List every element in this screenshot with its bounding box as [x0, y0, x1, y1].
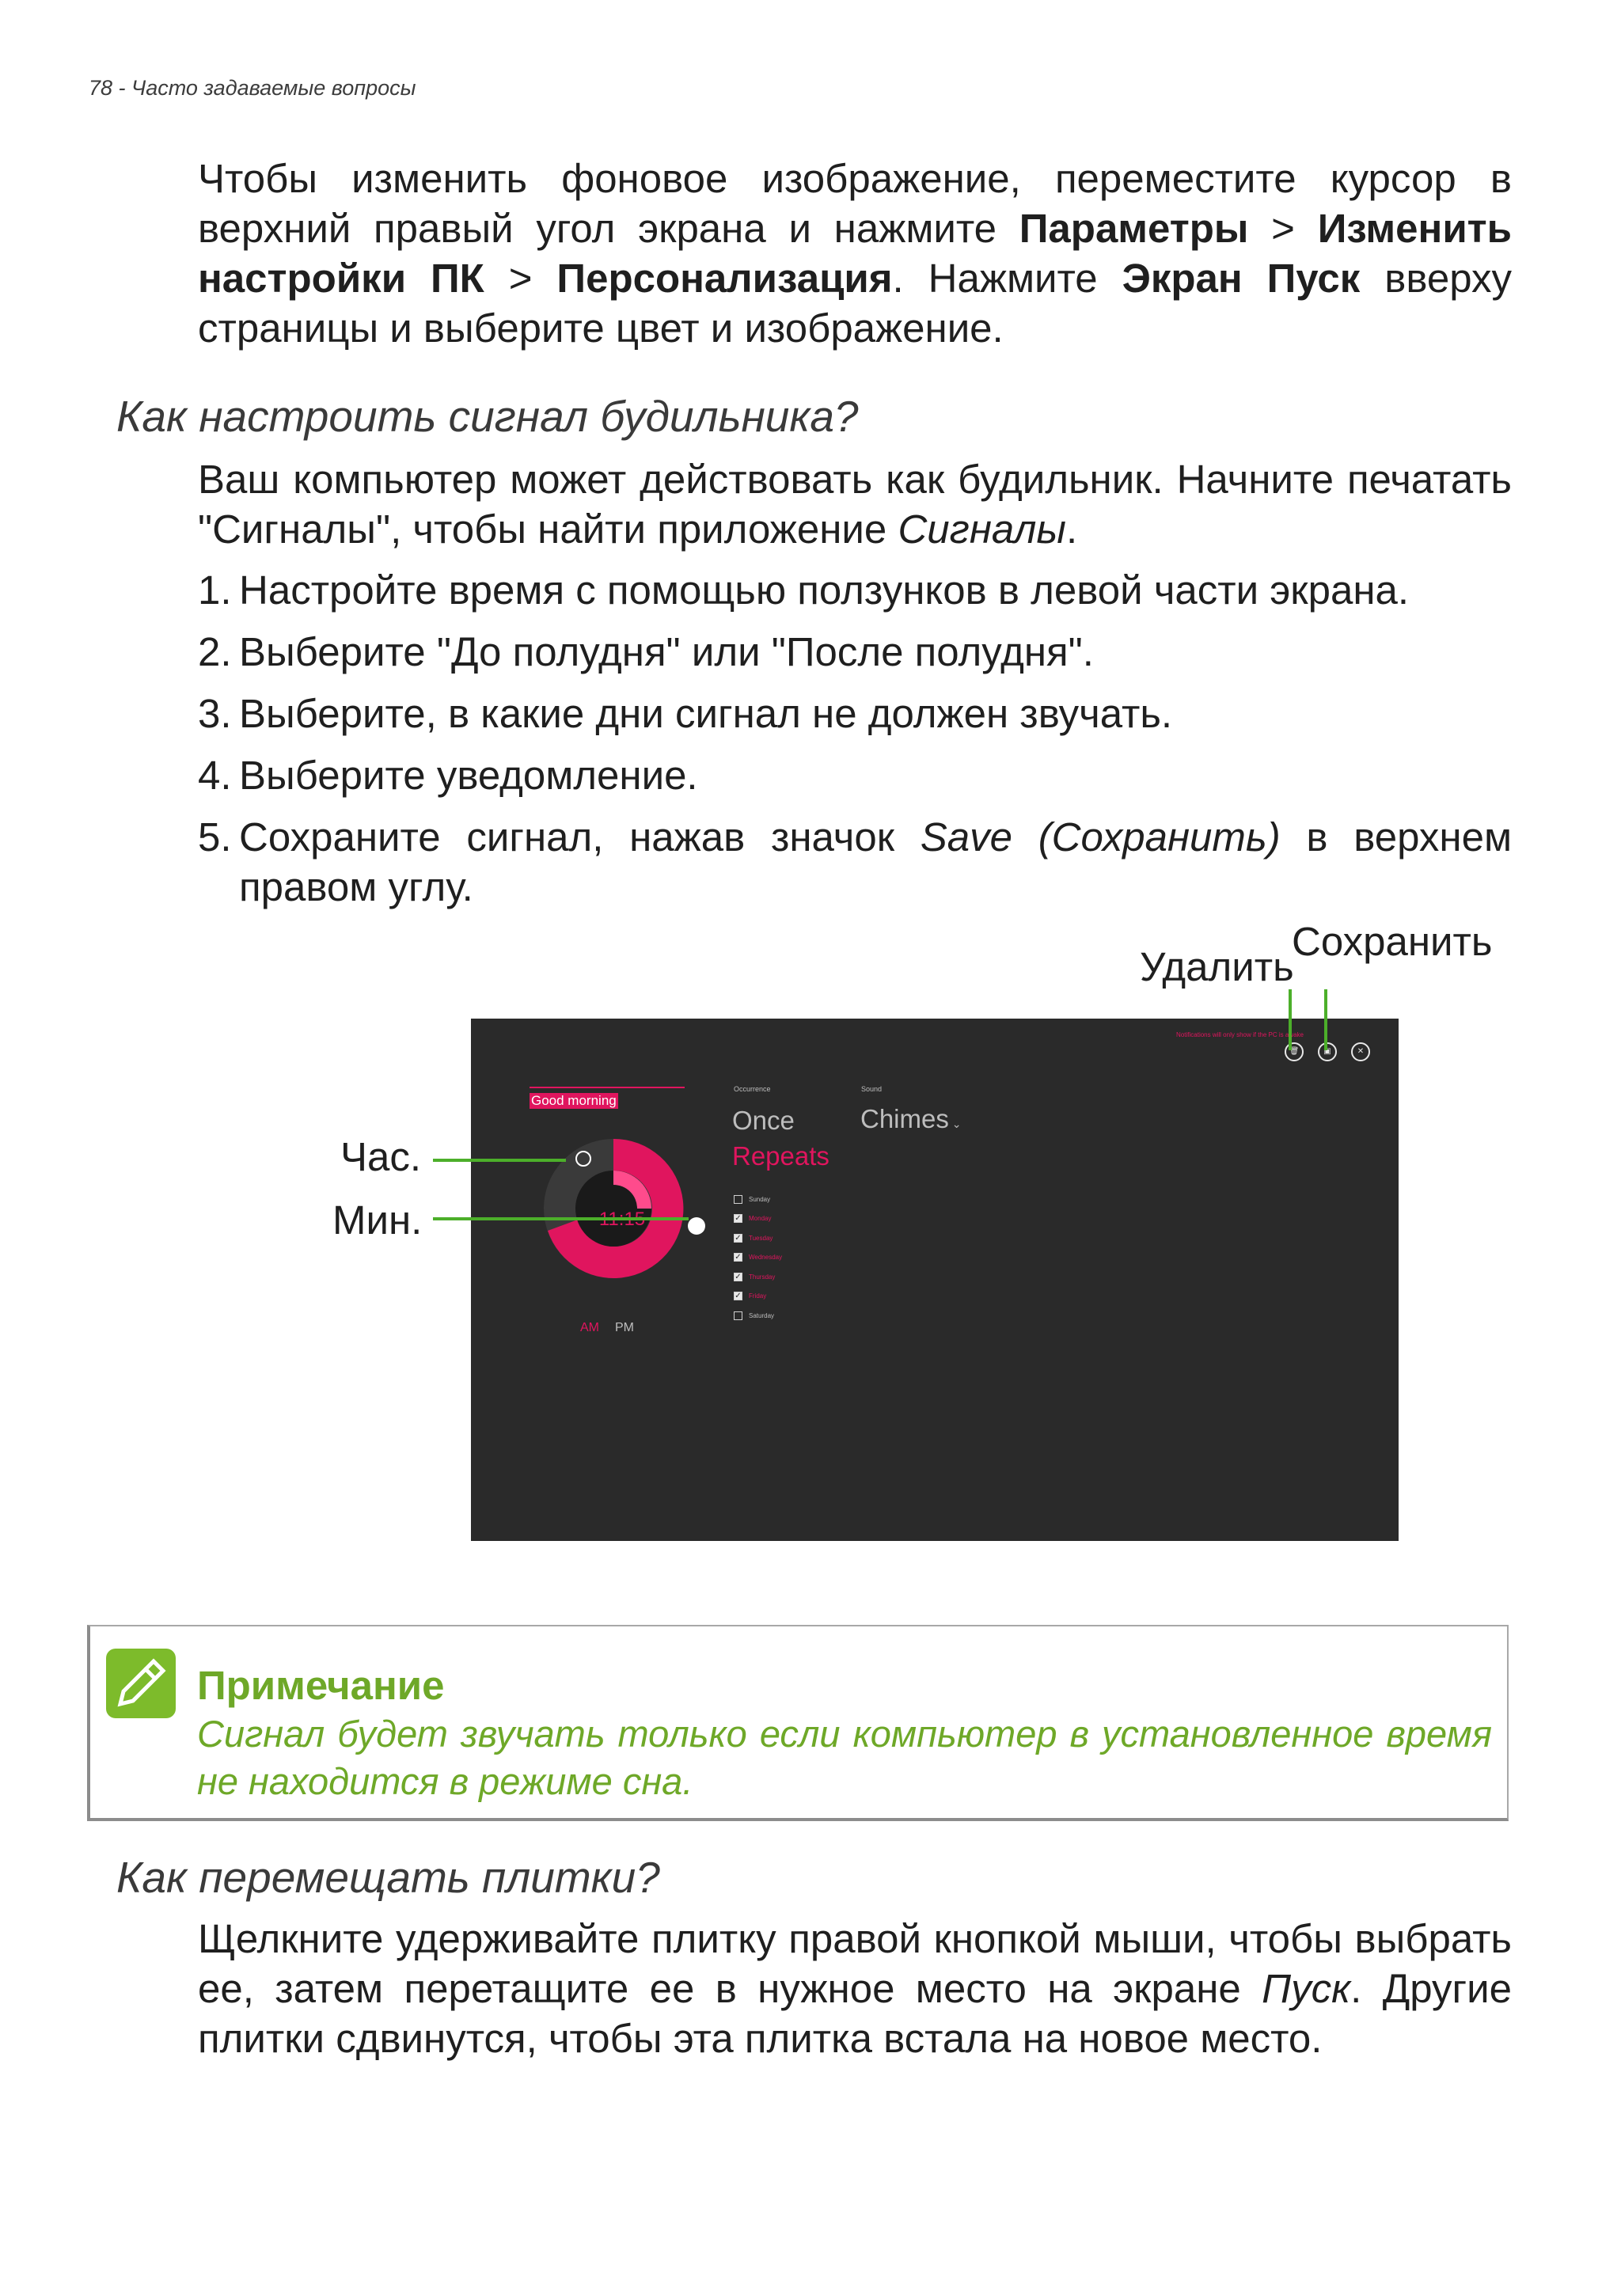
step-item: 4. Выберите уведомление.	[198, 753, 698, 798]
day-label: Monday	[749, 1215, 772, 1223]
day-label: Thursday	[749, 1273, 776, 1281]
occurrence-label: Occurrence	[734, 1085, 771, 1093]
callout-hour-label: Час.	[340, 1134, 422, 1179]
day-label: Tuesday	[749, 1234, 773, 1242]
running-header: 78 - Часто задаваемые вопросы	[89, 76, 416, 100]
chevron-down-icon: ⌄	[948, 1118, 962, 1130]
awake-notice: Notifications will only show if the PC is awake	[1176, 1031, 1304, 1038]
day-label: Sunday	[749, 1195, 771, 1203]
callout-save-label: Сохранить	[1292, 919, 1493, 964]
note-title: Примечание	[197, 1663, 445, 1708]
intro-paragraph: Чтобы изменить фоновое изображение, переместите курсор в верхний правый угол экрана и нажмите Параметры > Изменить настройки ПК > Персонализация. Нажмите Экран Пуск вверху страницы и выберите цвет и изображение.	[198, 156, 1513, 351]
alarm-heading: Как настроить сигнал будильника?	[116, 392, 859, 441]
tiles-paragraph: Щелкните удерживайте плитку правой кнопкой мыши, чтобы выбрать ее, затем перетащите ее в нужное место на экране Пуск. Другие плитки сдвинутся, чтобы эта плитка встала на новое место.	[198, 1916, 1512, 2061]
checkbox-checked-icon[interactable]: ✓	[735, 1292, 742, 1301]
pm-option[interactable]: PM	[615, 1321, 634, 1334]
callout-minute-label: Мин.	[332, 1197, 423, 1243]
step-item: 2. Выберите "До полудня" или "После полудня".	[198, 629, 1094, 674]
sound-label: Sound	[861, 1085, 883, 1093]
alarm-name-field[interactable]: Good morning	[531, 1093, 617, 1108]
checkbox-checked-icon[interactable]: ✓	[735, 1214, 742, 1224]
close-icon[interactable]: ✕	[1351, 1042, 1370, 1061]
checkbox-checked-icon[interactable]: ✓	[735, 1233, 742, 1243]
tiles-heading: Как перемещать плитки?	[116, 1853, 660, 1902]
callout-delete-label: Удалить	[1140, 944, 1294, 989]
pencil-note-icon	[106, 1649, 176, 1718]
day-label: Wednesday	[749, 1254, 783, 1262]
time-display: 11:15	[598, 1209, 646, 1230]
checkbox-checked-icon[interactable]: ✓	[735, 1253, 742, 1262]
step-item: 3. Выберите, в какие дни сигнал не должен звучать.	[198, 691, 1173, 736]
note-text: Сигнал будет звучать только если компьютер в установленное время не находится в режиме сна.	[197, 1713, 1492, 1802]
checkbox-checked-icon[interactable]: ✓	[735, 1272, 742, 1281]
delete-icon[interactable]: 🗑	[1285, 1042, 1304, 1061]
save-icon[interactable]: ▣	[1318, 1042, 1337, 1061]
sound-select[interactable]: Chimes ⌄	[860, 1104, 962, 1133]
step-item: 1. Настройте время с помощью ползунков в левой части экрана.	[198, 567, 1410, 613]
day-label: Saturday	[749, 1311, 775, 1319]
day-label: Friday	[749, 1292, 767, 1300]
once-option[interactable]: Once	[732, 1106, 795, 1135]
step-item: 5. Сохраните сигнал, нажав значок Save (Сохранить) в верхнем правом углу.	[198, 814, 1513, 909]
am-option[interactable]: AM	[580, 1321, 599, 1334]
note-box	[87, 1625, 1509, 1821]
alarm-intro: Ваш компьютер может действовать как будильник. Начните печатать "Сигналы", чтобы найти приложение Сигналы.	[198, 457, 1512, 552]
repeats-option[interactable]: Repeats	[732, 1141, 829, 1171]
